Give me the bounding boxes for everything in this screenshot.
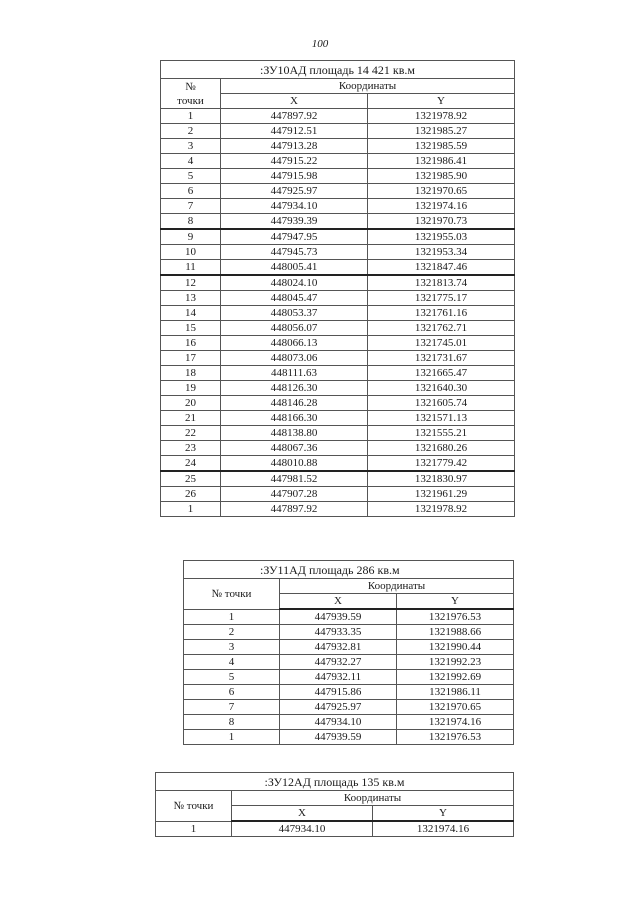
y-coordinate-cell: 1321985.59 [368,139,515,154]
table-row [161,471,515,487]
x-coordinate-cell: 448045.47 [221,291,368,306]
y-coordinate-cell: 1321775.17 [368,291,515,306]
table-row [161,184,515,199]
y-coordinate-cell: 1321990.44 [397,640,514,655]
table-row [184,685,514,700]
point-number-cell: 2 [184,625,280,640]
table-row [161,260,515,276]
x-coordinate-cell: 447981.52 [221,471,368,487]
table-row [184,625,514,640]
table-title: :ЗУ11АД площадь 286 кв.м [184,561,514,579]
table-row [161,169,515,184]
y-coordinate-cell: 1321961.29 [368,487,515,502]
x-coordinate-cell: 448005.41 [221,260,368,276]
x-coordinate-cell: 448010.88 [221,456,368,472]
point-number-cell: 3 [184,640,280,655]
y-coordinate-cell: 1321985.27 [368,124,515,139]
x-coordinate-cell: 447939.59 [280,730,397,745]
point-number-cell: 2 [161,124,221,139]
parcel-table-zu11ad [183,560,514,745]
page-number: 100 [311,38,329,50]
point-number-cell: 15 [161,321,221,336]
y-coordinate-cell: 1321555.21 [368,426,515,441]
x-coordinate-cell: 448073.06 [221,351,368,366]
x-coordinate-cell: 448067.36 [221,441,368,456]
table-row [161,139,515,154]
coordinates-header: Координаты [221,79,515,94]
y-coordinate-cell: 1321762.71 [368,321,515,336]
table-row [161,381,515,396]
y-coordinate-cell: 1321745.01 [368,336,515,351]
table-row [161,291,515,306]
x-coordinate-cell: 447913.28 [221,139,368,154]
point-number-cell: 1 [184,730,280,745]
table-row [184,700,514,715]
point-number-cell: 1 [161,502,221,517]
x-coordinate-cell: 448053.37 [221,306,368,321]
point-number-cell: 20 [161,396,221,411]
point-number-cell: 1 [184,609,280,625]
table-title: :ЗУ12АД площадь 135 кв.м [156,773,514,791]
x-header: X [221,94,368,109]
point-number-header: № точки [156,791,232,822]
coordinates-header: Координаты [280,579,514,594]
y-coordinate-cell: 1321986.11 [397,685,514,700]
y-coordinate-cell: 1321830.97 [368,471,515,487]
point-number-cell: 24 [161,456,221,472]
y-coordinate-cell: 1321955.03 [368,229,515,245]
x-coordinate-cell: 447932.81 [280,640,397,655]
table-row [161,441,515,456]
point-number-cell: 9 [161,229,221,245]
x-coordinate-cell: 447925.97 [221,184,368,199]
point-number-cell: 14 [161,306,221,321]
y-coordinate-cell: 1321970.73 [368,214,515,230]
table-row [161,487,515,502]
y-coordinate-cell: 1321680.26 [368,441,515,456]
y-coordinate-cell: 1321974.16 [373,821,514,837]
point-number-cell: 1 [161,109,221,124]
x-coordinate-cell: 448024.10 [221,275,368,291]
x-coordinate-cell: 447933.35 [280,625,397,640]
point-number-header: № точки [184,579,280,610]
x-coordinate-cell: 447925.97 [280,700,397,715]
table-title: :ЗУ10АД площадь 14 421 кв.м [161,61,515,79]
table-row [161,321,515,336]
y-coordinate-cell: 1321970.65 [368,184,515,199]
y-coordinate-cell: 1321605.74 [368,396,515,411]
x-coordinate-cell: 447934.10 [232,821,373,837]
point-number-cell: 6 [161,184,221,199]
y-coordinate-cell: 1321813.74 [368,275,515,291]
point-number-header-text: № точки [177,80,204,107]
table-row [184,609,514,625]
table-row [161,426,515,441]
x-coordinate-cell: 448111.63 [221,366,368,381]
x-coordinate-cell: 448126.30 [221,381,368,396]
table-row [161,502,515,517]
x-header: X [232,806,373,822]
table-row [184,655,514,670]
y-coordinate-cell: 1321992.23 [397,655,514,670]
y-coordinate-cell: 1321640.30 [368,381,515,396]
point-number-cell: 18 [161,366,221,381]
point-number-cell: 5 [161,169,221,184]
table-row [161,366,515,381]
y-coordinate-cell: 1321779.42 [368,456,515,472]
x-coordinate-cell: 447939.39 [221,214,368,230]
point-number-cell: 12 [161,275,221,291]
x-coordinate-cell: 447907.28 [221,487,368,502]
point-number-cell: 17 [161,351,221,366]
table-row [161,306,515,321]
point-number-cell: 10 [161,245,221,260]
parcel-table-zu12ad [155,772,514,837]
point-number-cell: 7 [161,199,221,214]
point-number-cell: 16 [161,336,221,351]
point-number-cell: 8 [184,715,280,730]
point-number-cell: 21 [161,411,221,426]
x-coordinate-cell: 447934.10 [280,715,397,730]
parcel-table-zu10ad [160,60,515,517]
y-header: Y [368,94,515,109]
y-coordinate-cell: 1321985.90 [368,169,515,184]
y-coordinate-cell: 1321976.53 [397,730,514,745]
table-row [161,214,515,230]
coordinates-header: Координаты [232,791,514,806]
point-number-cell: 26 [161,487,221,502]
y-coordinate-cell: 1321976.53 [397,609,514,625]
table-row [184,730,514,745]
point-number-cell: 7 [184,700,280,715]
x-coordinate-cell: 447915.98 [221,169,368,184]
x-coordinate-cell: 448166.30 [221,411,368,426]
table-row [161,411,515,426]
point-number-cell: 11 [161,260,221,276]
x-coordinate-cell: 447947.95 [221,229,368,245]
point-number-cell: 1 [156,821,232,837]
y-coordinate-cell: 1321665.47 [368,366,515,381]
table-row [161,396,515,411]
table-row [161,199,515,214]
point-number-cell: 4 [184,655,280,670]
table-row [161,351,515,366]
point-number-cell: 19 [161,381,221,396]
x-coordinate-cell: 447915.86 [280,685,397,700]
y-coordinate-cell: 1321974.16 [368,199,515,214]
x-coordinate-cell: 448146.28 [221,396,368,411]
x-coordinate-cell: 447945.73 [221,245,368,260]
x-coordinate-cell: 448138.80 [221,426,368,441]
point-number-cell: 5 [184,670,280,685]
table-row [184,715,514,730]
table-row [184,670,514,685]
x-coordinate-cell: 448066.13 [221,336,368,351]
table-row [161,154,515,169]
point-number-cell: 22 [161,426,221,441]
table-row [161,229,515,245]
y-coordinate-cell: 1321953.34 [368,245,515,260]
x-coordinate-cell: 447897.92 [221,502,368,517]
x-coordinate-cell: 447915.22 [221,154,368,169]
table-row [184,640,514,655]
table-row [161,336,515,351]
y-header: Y [373,806,514,822]
point-number-cell: 13 [161,291,221,306]
table-row [156,821,514,837]
y-coordinate-cell: 1321761.16 [368,306,515,321]
point-number-cell: 3 [161,139,221,154]
y-coordinate-cell: 1321974.16 [397,715,514,730]
x-coordinate-cell: 447934.10 [221,199,368,214]
y-coordinate-cell: 1321988.66 [397,625,514,640]
y-coordinate-cell: 1321571.13 [368,411,515,426]
y-coordinate-cell: 1321978.92 [368,109,515,124]
point-number-cell: 25 [161,471,221,487]
y-coordinate-cell: 1321847.46 [368,260,515,276]
table-row [161,456,515,472]
x-header: X [280,594,397,610]
point-number-cell: 23 [161,441,221,456]
x-coordinate-cell: 447932.27 [280,655,397,670]
table-row [161,124,515,139]
x-coordinate-cell: 447912.51 [221,124,368,139]
y-coordinate-cell: 1321992.69 [397,670,514,685]
point-number-cell: 6 [184,685,280,700]
x-coordinate-cell: 447897.92 [221,109,368,124]
table-row [161,109,515,124]
table-row [161,275,515,291]
x-coordinate-cell: 447932.11 [280,670,397,685]
y-header: Y [397,594,514,610]
y-coordinate-cell: 1321986.41 [368,154,515,169]
y-coordinate-cell: 1321970.65 [397,700,514,715]
y-coordinate-cell: 1321978.92 [368,502,515,517]
point-number-header [161,79,221,109]
table-row [161,245,515,260]
x-coordinate-cell: 447939.59 [280,609,397,625]
x-coordinate-cell: 448056.07 [221,321,368,336]
point-number-cell: 8 [161,214,221,230]
point-number-cell: 4 [161,154,221,169]
y-coordinate-cell: 1321731.67 [368,351,515,366]
